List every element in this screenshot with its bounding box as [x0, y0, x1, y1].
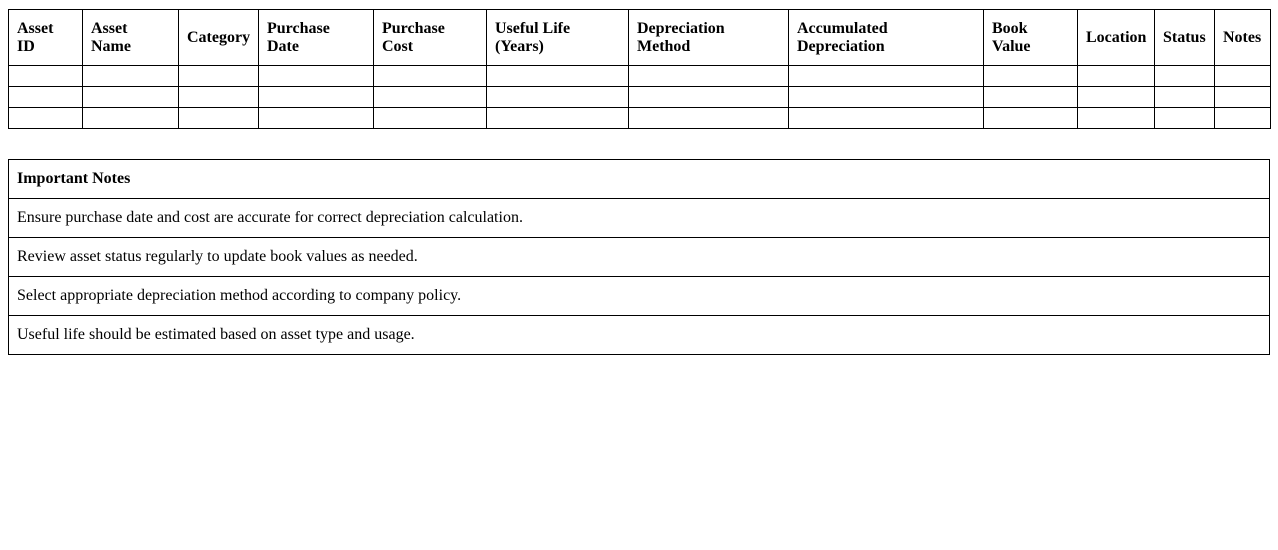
- table-cell[interactable]: [1155, 108, 1215, 129]
- table-cell[interactable]: [629, 66, 789, 87]
- table-row: [9, 108, 1271, 129]
- table-cell[interactable]: [179, 108, 259, 129]
- table-cell[interactable]: [1215, 87, 1271, 108]
- column-header-accumulated-depreciation: Accumulated Depreciation: [789, 10, 984, 66]
- table-cell[interactable]: [487, 108, 629, 129]
- table-cell[interactable]: [374, 87, 487, 108]
- notes-header-row: [9, 160, 1270, 199]
- note-item: Ensure purchase date and cost are accurate for correct depreciation calculation.: [9, 199, 1270, 238]
- table-cell[interactable]: [1155, 66, 1215, 87]
- note-item: Select appropriate depreciation method according to company policy.: [9, 277, 1270, 316]
- table-cell[interactable]: [984, 108, 1078, 129]
- table-cell[interactable]: [179, 66, 259, 87]
- note-row: [9, 199, 1270, 238]
- important-notes-table: [8, 159, 1270, 355]
- table-cell[interactable]: [789, 66, 984, 87]
- asset-register-table: [8, 9, 1271, 129]
- table-cell[interactable]: [1215, 66, 1271, 87]
- note-item: Review asset status regularly to update book values as needed.: [9, 238, 1270, 277]
- table-cell[interactable]: [83, 108, 179, 129]
- table-cell[interactable]: [1078, 66, 1155, 87]
- table-cell[interactable]: [9, 87, 83, 108]
- table-cell[interactable]: [984, 66, 1078, 87]
- column-header-asset-id: Asset ID: [9, 10, 83, 66]
- table-cell[interactable]: [1078, 108, 1155, 129]
- table-cell[interactable]: [629, 108, 789, 129]
- table-cell[interactable]: [984, 87, 1078, 108]
- notes-title: Important Notes: [9, 160, 1270, 199]
- note-row: [9, 238, 1270, 277]
- column-header-status: Status: [1155, 10, 1215, 66]
- column-header-asset-name: Asset Name: [83, 10, 179, 66]
- table-cell[interactable]: [789, 108, 984, 129]
- table-cell[interactable]: [83, 87, 179, 108]
- table-cell[interactable]: [487, 87, 629, 108]
- column-header-category: Category: [179, 10, 259, 66]
- table-cell[interactable]: [259, 66, 374, 87]
- column-header-location: Location: [1078, 10, 1155, 66]
- table-cell[interactable]: [789, 87, 984, 108]
- table-cell[interactable]: [487, 66, 629, 87]
- table-cell[interactable]: [1155, 87, 1215, 108]
- table-cell[interactable]: [374, 108, 487, 129]
- note-row: [9, 277, 1270, 316]
- column-header-notes: Notes: [1215, 10, 1271, 66]
- note-row: [9, 316, 1270, 355]
- table-cell[interactable]: [179, 87, 259, 108]
- table-header-row: [9, 10, 1271, 66]
- table-row: [9, 66, 1271, 87]
- table-cell[interactable]: [83, 66, 179, 87]
- table-cell[interactable]: [1215, 108, 1271, 129]
- table-cell[interactable]: [374, 66, 487, 87]
- table-cell[interactable]: [9, 66, 83, 87]
- table-cell[interactable]: [629, 87, 789, 108]
- table-cell[interactable]: [1078, 87, 1155, 108]
- column-header-book-value: Book Value: [984, 10, 1078, 66]
- column-header-useful-life: Useful Life (Years): [487, 10, 629, 66]
- table-row: [9, 87, 1271, 108]
- column-header-purchase-date: Purchase Date: [259, 10, 374, 66]
- table-cell[interactable]: [259, 108, 374, 129]
- table-cell[interactable]: [259, 87, 374, 108]
- note-item: Useful life should be estimated based on asset type and usage.: [9, 316, 1270, 355]
- table-cell[interactable]: [9, 108, 83, 129]
- column-header-depreciation-method: Depreciation Method: [629, 10, 789, 66]
- column-header-purchase-cost: Purchase Cost: [374, 10, 487, 66]
